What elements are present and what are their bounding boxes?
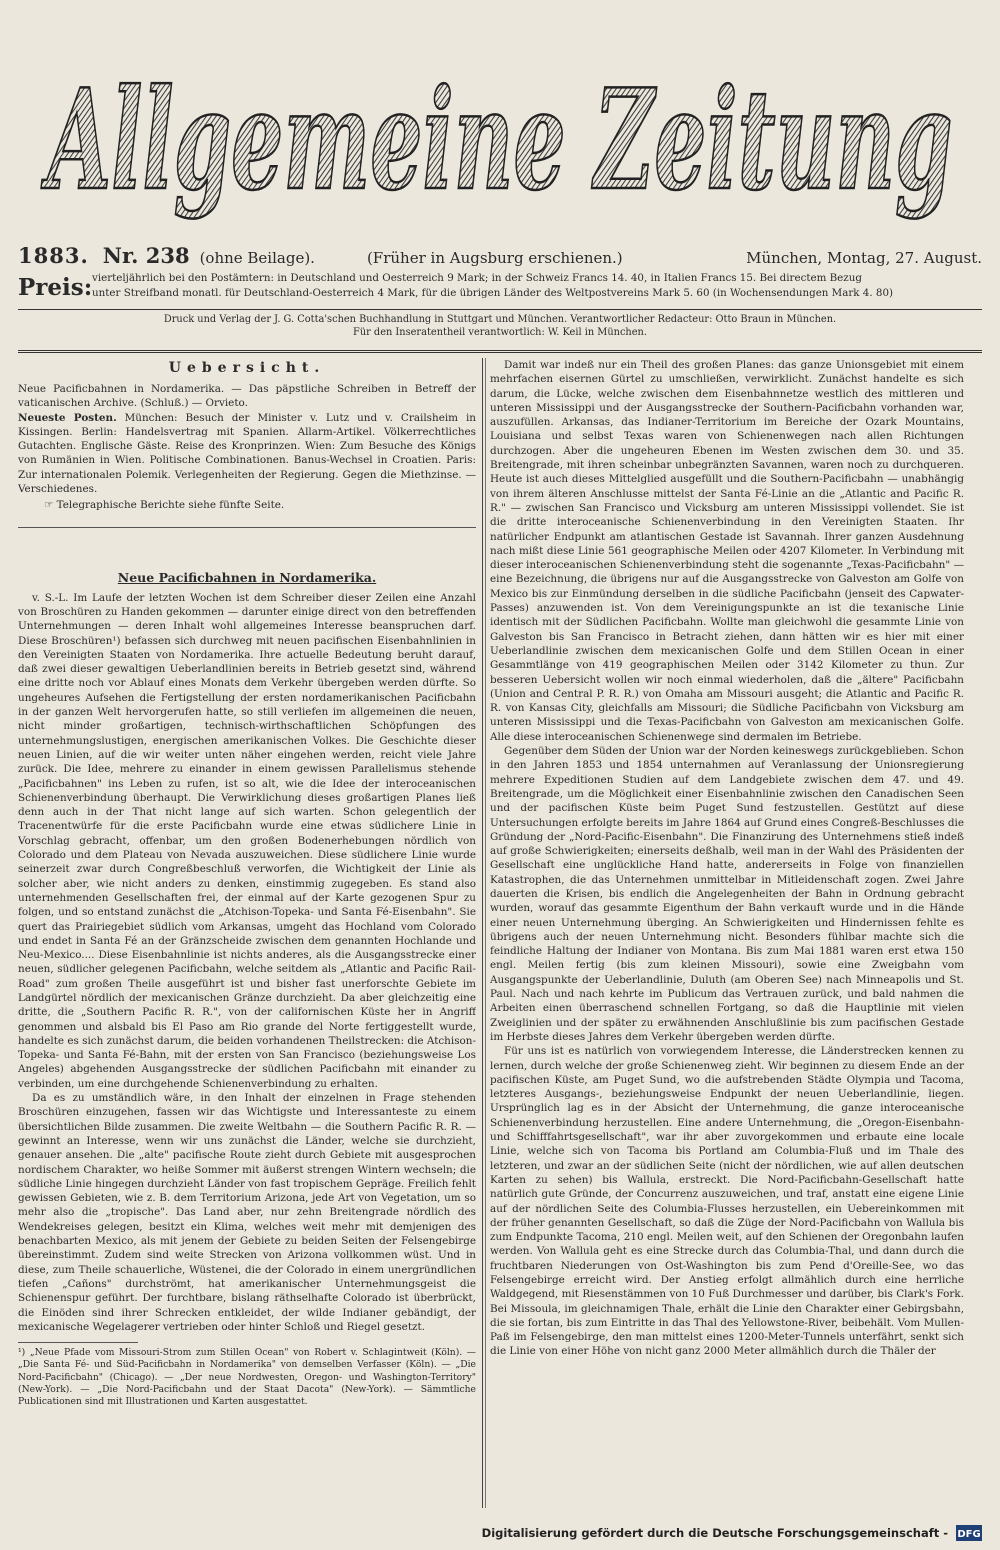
divider	[18, 1342, 138, 1343]
masthead-title	[40, 60, 960, 230]
overview-text	[18, 382, 476, 496]
article-body-left	[18, 591, 476, 1334]
price-text	[92, 271, 982, 301]
column-divider	[485, 358, 486, 1508]
price-line: unter Streifband monatl. für Deutschland-Oesterreich 4 Mark, für die übrigen Länder des Weltpostvereins Mark 5. 60 (in Wochensendungen Mark 4. 80)	[92, 287, 894, 299]
masthead	[40, 60, 960, 230]
divider	[18, 527, 476, 528]
issue-year: 1883.	[18, 243, 89, 268]
imprint	[18, 313, 982, 347]
credit-text: Digitalisierung gefördert durch die Deutsche Forschungsgemeinschaft -	[481, 1526, 948, 1540]
article-title: Neue Pacificbahnen in Nordamerika.	[117, 569, 377, 585]
footnote: ¹) „Neue Pfade vom Missouri-Strom zum Stillen Ocean" von Robert v. Schlagintweit (Köln). — „Die Santa Fé- und Süd-Pacificbahn in Nordamerika" von demselben Verfasser (Köln). — „Die Nord-Pacificbahn" (Chicago). — „Der neue Nordwesten, Oregon- und Washington-Territory" (New-York). — „Die Nord-Pacificbahn und der Staat Dacota" (New-York). — Sämmtliche Publicationen sind mit Illustrationen und Karten ausgestattet.	[18, 1347, 476, 1407]
article-paragraph: Da es zu umständlich wäre, in den Inhalt der einzelnen in Frage stehenden Broschüren einzugehen, fassen wir das Wichtigste und Interessanteste zu einem übersichtlichen Bilde zusammen. Die zweite Weltbahn — die Southern Pacific R. R. — gewinnt an Interesse, wenn wir uns zunächst die Länder, welche sie durchzieht, genauer ansehen. Die „alte" pacifische Route zieht durch Gebiete mit ausgesprochen nordischem Charakter, wo heiße Sommer mit äußerst strengen Wintern wechseln; die südliche Linie hingegen durchzieht Länder von fast tropischem Gepräge. Freilich fehlt gewissen Gebieten, wie z. B. dem Territorium Arizona, jede Art von Vegetation, um so mehr also die „tropische". Das Land aber, nur zehn Breitengrade nördlich des Wendekreises gelegen, besitzt ein Klima, welches weit mehr mit demjenigen des benachbarten Mexico, als mit jenem der Gebiete zu beiden Seiten der Felsengebirge übereinstimmt. Zudem sind weite Strecken von Arizona vollkommen wüst. Und in diese, zum Theile schauerliche, Wüstenei, die der Colorado in einem unergründlichen tiefen „Cañons" durchströmt, hat amerikanischer Unternehmungsgeist die Schienenspur geführt. Der furchtbare, bislang räthselhafte Colorado ist überbrückt, die Einöden sind ihrer Schrecken entkleidet, der wilde Indianer gebändigt, der mexicanische Wegelagerer vertrieben oder hinter Schloß und Riegel gesetzt.	[18, 1092, 476, 1333]
dfg-logo-icon	[956, 1525, 982, 1541]
left-column	[18, 358, 476, 1508]
overview-title: Uebersicht.	[168, 360, 326, 376]
svg-text:Allgemeine Zeitung: Allgemeine Zeitung	[40, 60, 953, 221]
column-divider	[482, 358, 483, 1508]
issue-number: Nr. 238	[102, 243, 190, 268]
divider	[18, 350, 982, 353]
dateline	[18, 243, 982, 269]
latest-news-label: Neueste Posten.	[18, 411, 117, 424]
price-line: vierteljährlich bei den Postämtern: in Deutschland und Oesterreich 9 Mark; in der Schweiz Francs 14. 40, in Italien Francs 15. Bei directem Bezug	[92, 272, 862, 284]
latest-news-text: München: Besuch der Minister v. Lutz und v. Crailsheim in Kissingen. Berlin: Handelsvertrag mit Spanien. Allarm-Artikel. Völkerrechtliches Gutachten. Englische Gäste. Reise des Kronprinzen. Wien: Zum Besuche des Königs von Rumänien in Wien. Politische Combinationen. Banus-Wechsel in Croatien. Paris: Zur internationalen Polemik. Verlegenheiten der Regierung. Gegen die Miethzinse. — Verschiedenes.	[18, 411, 476, 496]
digitization-credit	[482, 1522, 982, 1544]
issue-beilage: (ohne Beilage).	[199, 249, 315, 267]
right-column	[490, 358, 964, 1508]
overview-para: Neue Pacificbahnen in Nordamerika. — Das päpstliche Schreiben in Betreff der vaticanischen Archive. (Schluß.) — Orvieto.	[18, 383, 476, 410]
article-body-right	[490, 358, 964, 1359]
price-label: Preis:	[18, 274, 93, 301]
article-paragraph: Gegenüber dem Süden der Union war der Norden keineswegs zurückgeblieben. Schon in den Jahren 1853 und 1854 unternahmen auf Veranlassung der Unionsregierung mehrere Expeditionen Studien auf dem Landgebiete zwischen dem 47. und 49. Breitengrade, um die Möglichkeit einer Eisenbahnlinie zwischen den Canadischen Seen und der pacifischen Küste beim Puget Sund festzustellen. Gestützt auf diese Untersuchungen erfolgte bereits im Jahre 1864 auf Grund eines Congreß-Beschlusses die Gründung der „Nord-Pacific-Eisenbahn". Die Finanzirung des Unternehmens stieß indeß auf große Schwierigkeiten; einerseits deßhalb, weil man in der Wahl des Präsidenten der Gesellschaft eine unglückliche Hand hatte, andererseits in Folge von finanziellen Katastrophen, die das Unternehmen unmittelbar in Mitleidenschaft zogen. Zwei Jahre dauerten die Krisen, bis endlich die Angelegenheiten der Bahn in Ordnung gebracht wurden, worauf das gesammte Eigenthum der Bahn verkauft wurde und in die Hände einer neuen Unternehmung überging. An Schwierigkeiten und Hindernissen fehlte es übrigens auch der neuen Unternehmung nicht. Besonders fühlbar machte sich die feindliche Haltung der Indianer von Montana. Bis zum Mai 1881 waren erst etwa 150 engl. Meilen fertig (bis zum kleinen Missouri), sowie eine Zweigbahn vom Ausgangspunkte der Ueberlandlinie, Duluth (am Oberen See) nach Minneapolis und St. Paul. Nach und nach kehrte im Publicum das Vertrauen zurück, und bald nahmen die Arbeiten einen überraschend schnellen Fortgang, so daß die Hauptlinie mit vielen Zweiglinien und der später zu erwähnenden Anschlußlinie bis zum pacifischen Gestade im Herbste dieses Jahres dem Verkehr übergeben werden dürfte.	[490, 745, 964, 1043]
article-paragraph: v. S.-L. Im Laufe der letzten Wochen ist dem Schreiber dieser Zeilen eine Anzahl von Broschüren zu Handen gekommen — darunter einige direct von den betreffenden Unternehmungen — deren Inhalt wohl allgemeines Interesse beanspruchen darf. Diese Broschüren¹) befassen sich durchweg mit neuen pacifischen Eisenbahnlinien in den Vereinigten Staaten von Nordamerika. Ihre actuelle Bedeutung beruht darauf, daß zwei dieser gewaltigen Ueberlandlinien bereits in Betrieb gesetzt sind, während eine dritte noch vor Ablauf eines Monats dem Verkehr übergeben werden dürfte. So ungeheures Aufsehen die Fertigstellung der ersten nordamerikanischen Pacificbahn in der ganzen Welt hervorgerufen hatte, so still verliefen im allgemeinen die neuen, nicht minder großartigen, technisch-wirthschaftlichen Schöpfungen des unternehmungslustigen, energischen amerikanischen Volkes. Die Geschichte dieser neuen Linien, auf die wir weiter unten näher eingehen werden, reicht viele Jahre zurück. Die Idee, mehrere zu einander in einem gewissen Parallelismus stehende „Pacificbahnen" ins Leben zu rufen, ist so alt, wie die Idee der interoceanischen Schienenverbindung überhaupt. Die Verwirklichung dieses großartigen Planes ließ denn auch in der That nicht lange auf sich warten. Schon gelegentlich der Tracenentwürfe für die erste Pacificbahn wurde eine etwas südlichere Linie in Vorschlag gebracht, offenbar, um den großen Bodenerhebungen nördlich von Colorado und dem Plateau von Nevada auszuweichen. Diese südlichere Linie wurde seinerzeit zwar durch Congreßbeschluß verworfen, die Wichtigkeit der Linie als solcher aber, wie nicht anders zu denken, einstimmig zugegeben. Es stand also unternehmenden Gesellschaften frei, der einmal auf der Karte gezogenen Spur zu folgen, und so entstand zunächst die „Atchison-Topeka- und Santa Fé-Eisenbahn". Sie quert das Prairiegebiet südlich vom Arkansas, umgeht das Hochland vom Colorado und endet in Santa Fé an der Gränzscheide zwischen dem genannten Hochlande und Neu-Mexico.... Diese Eisenbahnlinie ist nichts anderes, als die Ausgangsstrecke einer neuen, südlicher gelegenen Pacificbahn, welche seitdem als „Atlantic and Pacific Rail-Road" zum großen Theile ausgeführt ist und bisher fast unerforschte Gebiete im Landgürtel nördlich der mexicanischen Gränze durchzieht. Da aber gleichzeitig eine dritte, die „Southern Pacific R. R.", von der californischen Küste her in Angriff genommen und alsbald bis El Paso am Rio grande del Norte fertiggestellt wurde, handelte es sich zunächst darum, die beiden vorhandenen Theilstrecken: die Atchison-Topeka- und Santa Fé-Bahn, mit der ersten von San Francisco (beziehungsweise Los Angeles) abgehenden Ausgangsstrecke der südlichen Pacificbahn mit einander zu verbinden, um eine durchgehende Schienenverbindung zu erhalten.	[18, 591, 476, 1090]
telegraph-note: ☞ Telegraphische Berichte siehe fünfte Seite.	[44, 499, 285, 512]
issue-date: München, Montag, 27. August.	[746, 249, 982, 267]
issue-origin: (Früher in Augsburg erschienen.)	[366, 249, 623, 267]
overview-para	[18, 411, 476, 497]
price-block	[18, 271, 982, 307]
article-paragraph: Für uns ist es natürlich von vorwiegendem Interesse, die Länderstrecken kennen zu lernen, durch welche der große Schienenweg zieht. Wir beginnen zu diesem Ende an der pacifischen Küste, am Puget Sund, wo die aufstrebenden Städte Olympia und Tacoma, letzteres Ausgangs-, beziehungsweise Endpunkt der neuen Ueberlandlinie, liegen. Ursprünglich lag es in der Absicht der Unternehmung, die ganze interoceanische Schienenverbindung herzustellen. Eine andere Unternehmung, die „Oregon-Eisenbahn- und Schifffahrtsgesellschaft", war ihr aber zuvorgekommen und erbaute eine locale Linie, welche sich von Tacoma bis Portland am Columbia-Fluß und im Thale des letzteren, und zwar an der südlichen Seite (nicht der nördlichen, wie auf allen deutschen Karten zu sehen) bis Wallula, erstreckt. Die Nord-Pacificbahn-Gesellschaft hatte natürlich gute Gründe, der Concurrenz auszuweichen, und traf, anstatt eine eigene Linie auf der nördlichen Seite des Columbia-Flusses herzustellen, ein Uebereinkommen mit der früher genannten Gesellschaft, so daß die Züge der Nord-Pacificbahn von Wallula bis zum Endpunkte Tacoma, 210 engl. Meilen weit, auf den Schienen der Oregonbahn laufen werden. Von Wallula geht es eine Strecke durch das Columbia-Thal, und dann durch die fruchtbaren Niederungen von Ost-Washington bis zum Pend d'Oreille-See, wo das Felsengebirge erreicht wird. Der Anstieg erfolgt allmählich durch eine herrliche Waldgegend, mit Riesenstämmen von 10 Fuß Durchmesser und darüber, bis Clark's Fork. Bei Missoula, im gleichnamigen Thale, erhält die Linie den Charakter einer Gebirgsbahn, die sie fortan, bis zum Eintritte in das Thal des Yellowstone-River, beibehält. Vom Mullen-Paß im Felsengebirge, den man mittelst eines 1200-Meter-Tunnels unterfährt, senkt sich die Linie von einer Höhe von nicht ganz 2000 Meter allmählich durch die Thäler der	[490, 1045, 964, 1358]
imprint-line: Für den Inseratentheil verantwortlich: W. Keil in München.	[353, 327, 647, 338]
imprint-line: Druck und Verlag der J. G. Cotta'schen Buchhandlung in Stuttgart und München. Verantwortlicher Redacteur: Otto Braun in München.	[163, 314, 837, 325]
article-paragraph: Damit war indeß nur ein Theil des großen Planes: das ganze Unionsgebiet mit einem mehrfachen eisernen Gürtel zu umschließen, verwirklicht. Zunächst handelte es sich darum, die Lücke, welche zwischen dem Eisenbahnnetze westlich des mittleren und unteren Mississippi und der Ausgangsstrecke der Southern-Pacificbahn vorhanden war, auszufüllen. Arkansas, das Indianer-Territorium im Bereiche der Ozark Mountains, Louisiana und selbst Texas waren von Schienenwegen nach allen Richtungen durchzogen. Aber die ungeheuren Ebenen im Westen zwischen dem 30. und 35. Breitengrade, mit ihren scheinbar unbegränzten Savannen, waren noch zu durchqueren. Heute ist auch dieses Mittelglied ausgefüllt und die Southern-Pacificbahn — unabhängig von ihrem älteren Anschlusse mittelst der Santa Fé-Linie an die „Atlantic and Pacific R. R." — zwischen San Francisco und Vicksburg am unteren Mississippi vollendet. Sie ist die dritte interoceanische Schienenverbindung in den Vereinigten Staaten. Ihr natürlicher Endpunkt am atlantischen Gestade ist Savannah. Ihrer ganzen Ausdehnung nach mißt diese Linie 561 geographische Meilen oder 4207 Kilometer. In Verbindung mit dieser interoceanischen Schienenverbindung steht die sogenannte „Texas-Pacificbahn" — eine Bezeichnung, die übrigens nur auf die Ausgangsstrecke von Galveston am Golfe von Mexico bis zur Einmündung derselben in die südliche Pacificbahn (jenseit des Capwater-Passes) anzuwenden ist. Von dem Vereinigungspunkte an ist die texanische Linie identisch mit der Südlichen Pacificbahn. Wollte man gleichwohl die gesammte Linie von Galveston bis San Francisco in Betracht ziehen, dann hätten wir es hier mit einer Ueberlandlinie zwischen dem mexicanischen Golfe und dem Stillen Ocean in einer Gesammtlänge von 419 geographischen Meilen oder 3142 Kilometer zu thun. Zur besseren Uebersicht wollen wir noch einmal wiederholen, daß die „ältere" Pacificbahn (Union and Central P. R. R.) von Omaha am Missouri ausgeht; die Atlantic and Pacific R. R. von Kansas City, gleichfalls am Missouri; die Südliche Pacificbahn von Vicksburg am unteren Mississippi und die Texas-Pacificbahn von Galveston am mexicanischen Golfe. Alle diese interoceanischen Schienenwege sind dermalen im Betriebe.	[490, 359, 964, 743]
svg-text:DFG: DFG	[957, 1529, 981, 1540]
divider	[18, 309, 982, 310]
